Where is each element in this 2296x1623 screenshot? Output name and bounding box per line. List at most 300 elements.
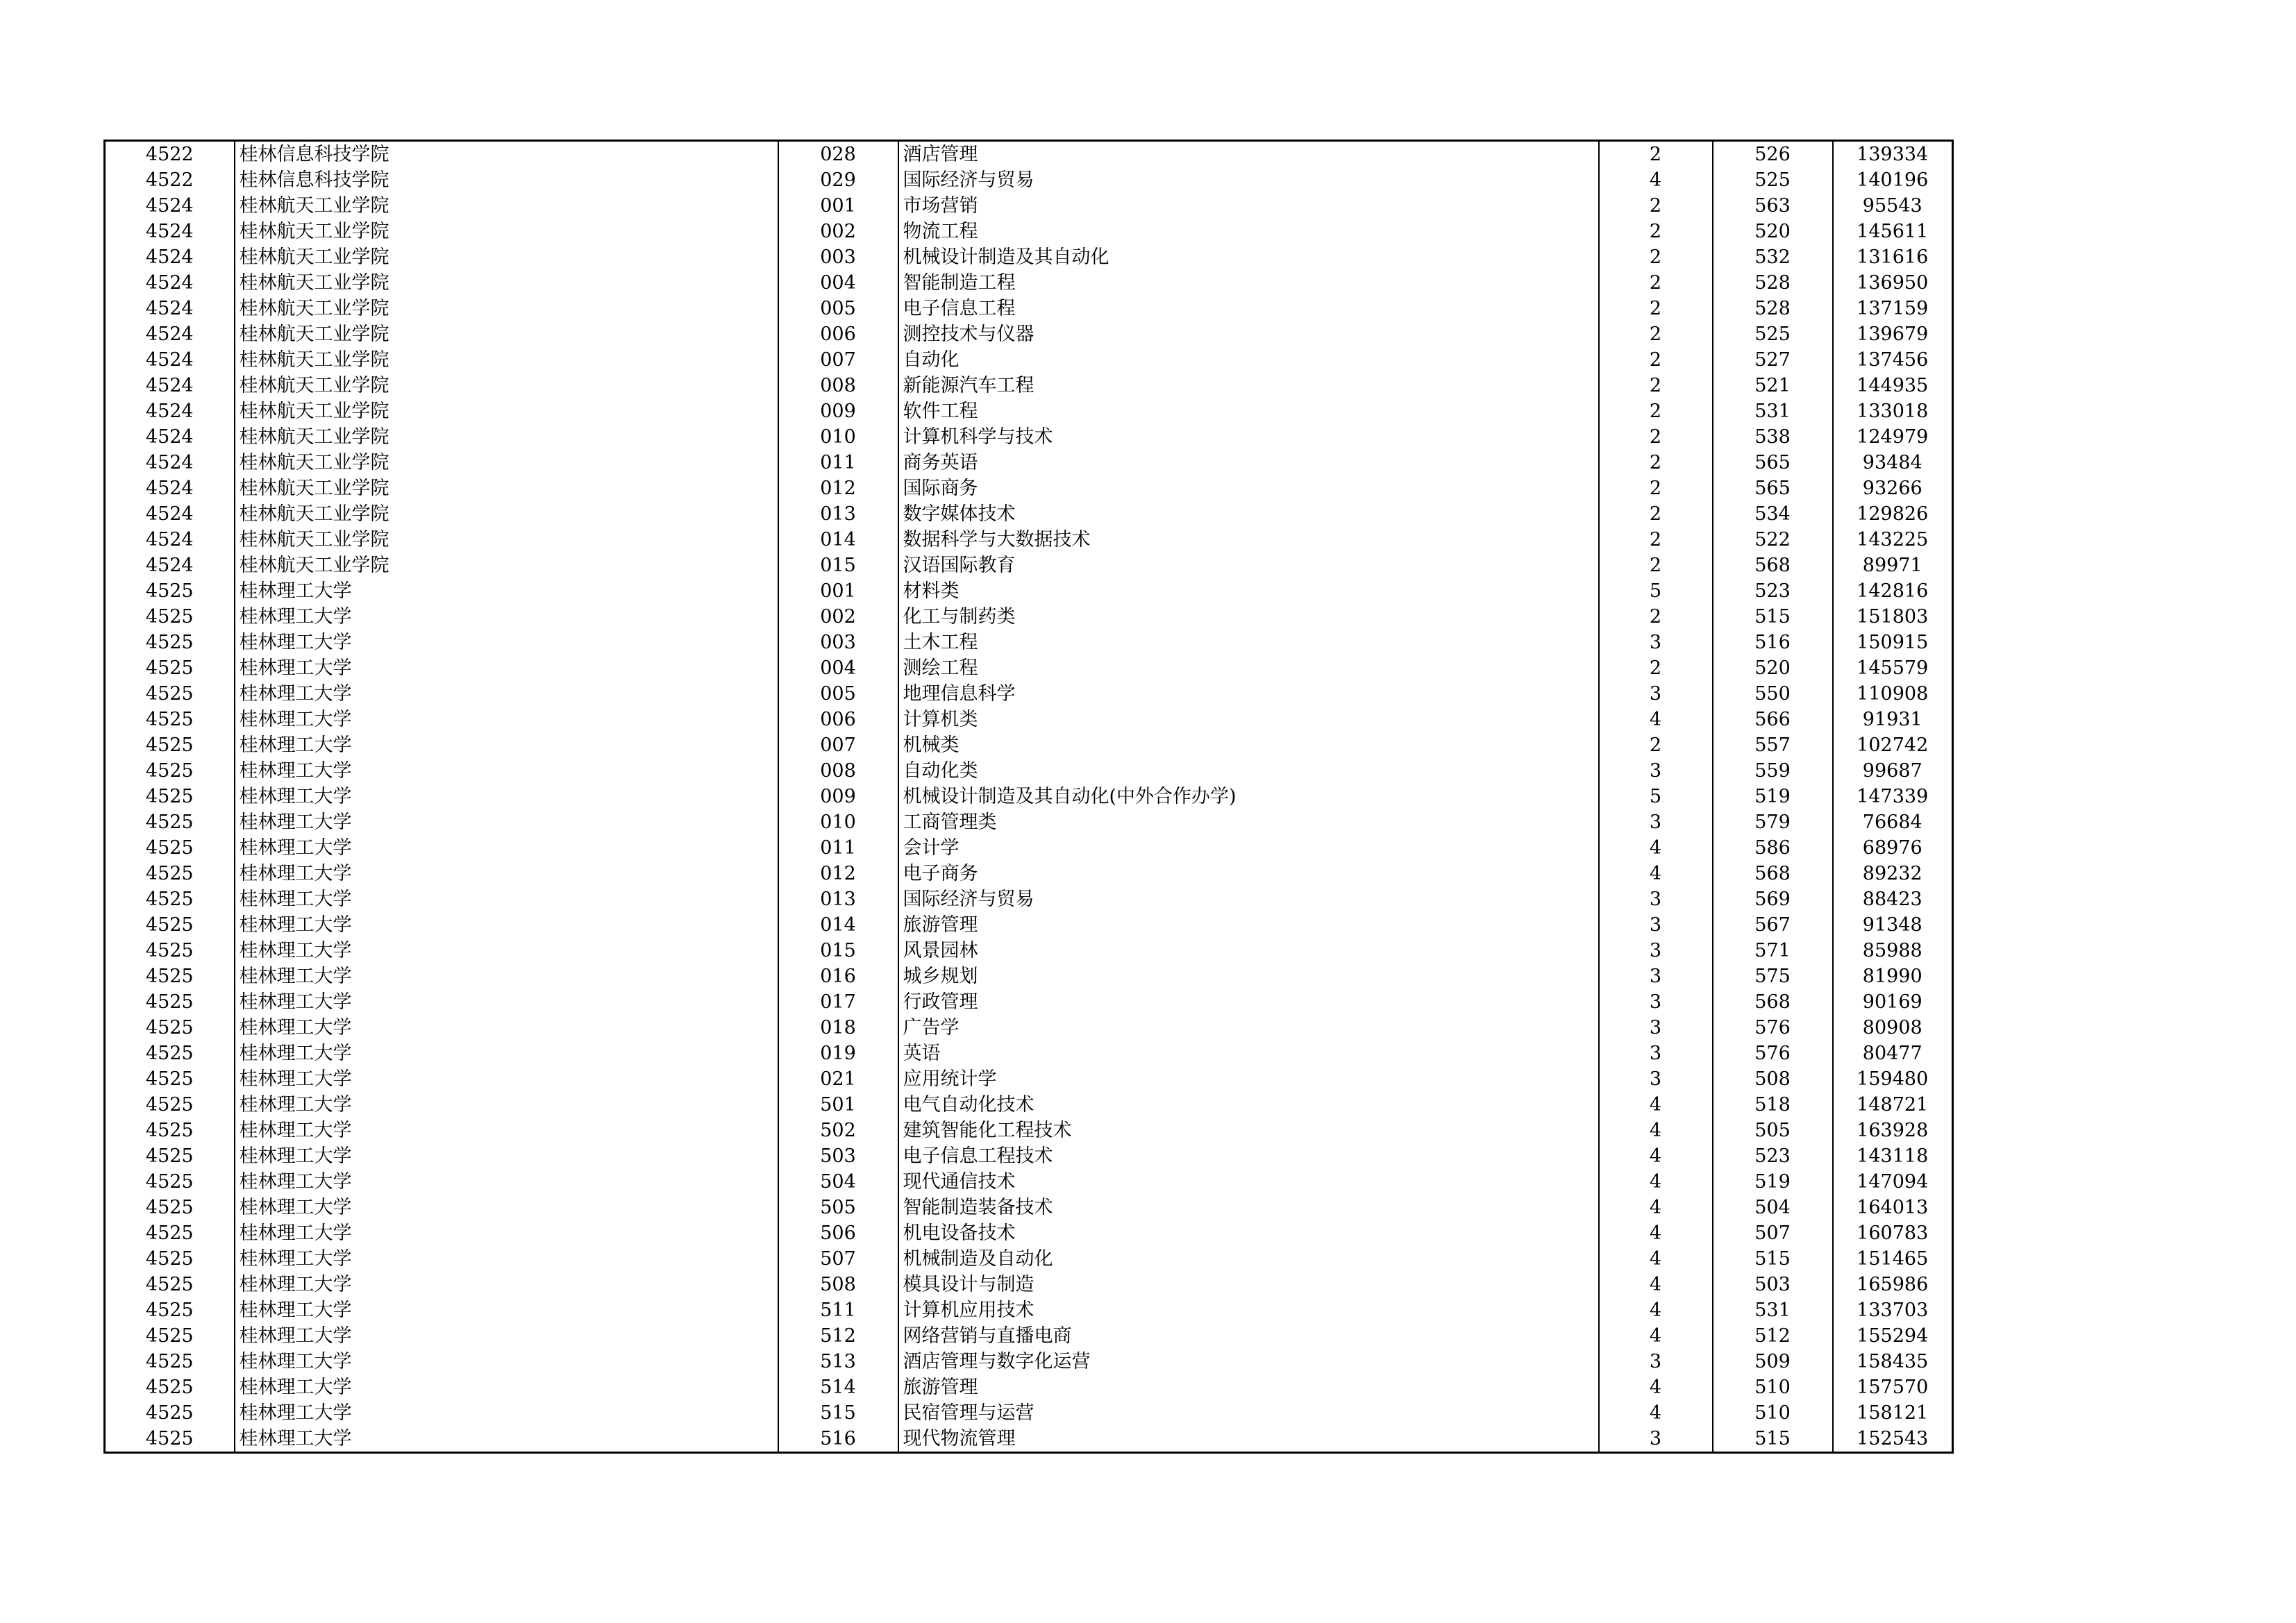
major-code-cell: 007 (778, 347, 898, 373)
school-code-cell: 4525 (105, 1246, 235, 1272)
table-row (105, 1092, 1953, 1118)
plan-count-cell: 2 (1599, 244, 1713, 270)
min-score-cell: 534 (1713, 501, 1833, 527)
school-name-cell: 桂林理工大学 (235, 1220, 778, 1246)
school-name-cell: 桂林理工大学 (235, 758, 778, 784)
table-row (105, 1323, 1953, 1349)
major-code-cell: 009 (778, 398, 898, 424)
school-code-cell: 4525 (105, 1349, 235, 1374)
major-name-cell: 旅游管理 (898, 1374, 1599, 1400)
school-name-cell: 桂林航天工业学院 (235, 244, 778, 270)
plan-count-cell: 2 (1599, 501, 1713, 527)
table-row (105, 1426, 1953, 1453)
min-score-cell: 519 (1713, 1169, 1833, 1195)
major-name-cell: 电子信息工程技术 (898, 1143, 1599, 1169)
major-name-cell: 测绘工程 (898, 655, 1599, 681)
school-code-cell: 4524 (105, 450, 235, 476)
plan-count-cell: 4 (1599, 1220, 1713, 1246)
major-code-cell: 512 (778, 1323, 898, 1349)
school-name-cell: 桂林航天工业学院 (235, 270, 778, 296)
major-code-cell: 003 (778, 630, 898, 655)
plan-count-cell: 3 (1599, 964, 1713, 989)
school-code-cell: 4524 (105, 244, 235, 270)
major-name-cell: 计算机科学与技术 (898, 424, 1599, 450)
major-code-cell: 005 (778, 296, 898, 321)
min-score-cell: 527 (1713, 347, 1833, 373)
table-row (105, 707, 1953, 732)
min-rank-cell: 158435 (1833, 1349, 1953, 1374)
plan-count-cell: 3 (1599, 886, 1713, 912)
plan-count-cell: 2 (1599, 219, 1713, 244)
school-name-cell: 桂林航天工业学院 (235, 296, 778, 321)
plan-count-cell: 3 (1599, 938, 1713, 964)
major-name-cell: 旅游管理 (898, 912, 1599, 938)
min-rank-cell: 81990 (1833, 964, 1953, 989)
min-rank-cell: 88423 (1833, 886, 1953, 912)
min-score-cell: 586 (1713, 835, 1833, 861)
min-rank-cell: 147094 (1833, 1169, 1953, 1195)
school-name-cell: 桂林航天工业学院 (235, 476, 778, 501)
min-rank-cell: 137159 (1833, 296, 1953, 321)
min-score-cell: 510 (1713, 1400, 1833, 1426)
plan-count-cell: 2 (1599, 373, 1713, 398)
min-rank-cell: 133018 (1833, 398, 1953, 424)
plan-count-cell: 2 (1599, 655, 1713, 681)
table-row (105, 1349, 1953, 1374)
min-rank-cell: 95543 (1833, 193, 1953, 219)
table-row (105, 758, 1953, 784)
school-name-cell: 桂林理工大学 (235, 835, 778, 861)
table-row (105, 861, 1953, 886)
table-row (105, 835, 1953, 861)
min-score-cell: 576 (1713, 1015, 1833, 1041)
table-row (105, 1066, 1953, 1092)
table-body (105, 141, 1953, 1453)
school-code-cell: 4524 (105, 527, 235, 553)
major-name-cell: 数字媒体技术 (898, 501, 1599, 527)
table-row (105, 1246, 1953, 1272)
major-code-cell: 014 (778, 527, 898, 553)
school-name-cell: 桂林航天工业学院 (235, 398, 778, 424)
school-name-cell: 桂林理工大学 (235, 1272, 778, 1297)
plan-count-cell: 2 (1599, 424, 1713, 450)
plan-count-cell: 3 (1599, 681, 1713, 707)
min-rank-cell: 89971 (1833, 553, 1953, 578)
min-score-cell: 507 (1713, 1220, 1833, 1246)
min-rank-cell: 160783 (1833, 1220, 1953, 1246)
plan-count-cell: 4 (1599, 1400, 1713, 1426)
plan-count-cell: 2 (1599, 270, 1713, 296)
school-name-cell: 桂林理工大学 (235, 604, 778, 630)
plan-count-cell: 2 (1599, 732, 1713, 758)
school-code-cell: 4525 (105, 1092, 235, 1118)
major-code-cell: 503 (778, 1143, 898, 1169)
table-row (105, 347, 1953, 373)
major-code-cell: 006 (778, 321, 898, 347)
school-name-cell: 桂林理工大学 (235, 732, 778, 758)
min-score-cell: 528 (1713, 296, 1833, 321)
min-score-cell: 566 (1713, 707, 1833, 732)
school-name-cell: 桂林航天工业学院 (235, 527, 778, 553)
school-code-cell: 4525 (105, 1426, 235, 1453)
school-code-cell: 4525 (105, 1118, 235, 1143)
min-score-cell: 568 (1713, 861, 1833, 886)
school-code-cell: 4524 (105, 501, 235, 527)
table-row (105, 681, 1953, 707)
plan-count-cell: 2 (1599, 604, 1713, 630)
major-name-cell: 国际经济与贸易 (898, 886, 1599, 912)
min-score-cell: 522 (1713, 527, 1833, 553)
major-code-cell: 008 (778, 758, 898, 784)
major-code-cell: 010 (778, 809, 898, 835)
major-code-cell: 505 (778, 1195, 898, 1220)
school-code-cell: 4525 (105, 1374, 235, 1400)
school-name-cell: 桂林理工大学 (235, 1092, 778, 1118)
plan-count-cell: 4 (1599, 707, 1713, 732)
school-name-cell: 桂林理工大学 (235, 1118, 778, 1143)
table-row (105, 964, 1953, 989)
major-name-cell: 市场营销 (898, 193, 1599, 219)
school-code-cell: 4525 (105, 1169, 235, 1195)
major-code-cell: 011 (778, 835, 898, 861)
major-code-cell: 506 (778, 1220, 898, 1246)
school-code-cell: 4524 (105, 219, 235, 244)
min-score-cell: 518 (1713, 1092, 1833, 1118)
major-code-cell: 007 (778, 732, 898, 758)
min-score-cell: 520 (1713, 655, 1833, 681)
min-score-cell: 525 (1713, 167, 1833, 193)
school-name-cell: 桂林理工大学 (235, 1349, 778, 1374)
school-code-cell: 4524 (105, 553, 235, 578)
table-row (105, 476, 1953, 501)
min-rank-cell: 124979 (1833, 424, 1953, 450)
major-code-cell: 013 (778, 501, 898, 527)
school-code-cell: 4525 (105, 912, 235, 938)
min-score-cell: 575 (1713, 964, 1833, 989)
major-code-cell: 001 (778, 578, 898, 604)
plan-count-cell: 2 (1599, 527, 1713, 553)
plan-count-cell: 2 (1599, 321, 1713, 347)
plan-count-cell: 3 (1599, 912, 1713, 938)
school-code-cell: 4525 (105, 989, 235, 1015)
school-name-cell: 桂林理工大学 (235, 938, 778, 964)
major-code-cell: 009 (778, 784, 898, 809)
plan-count-cell: 2 (1599, 553, 1713, 578)
major-code-cell: 012 (778, 476, 898, 501)
min-score-cell: 528 (1713, 270, 1833, 296)
min-rank-cell: 110908 (1833, 681, 1953, 707)
table-row (105, 732, 1953, 758)
school-code-cell: 4524 (105, 476, 235, 501)
major-code-cell: 514 (778, 1374, 898, 1400)
major-name-cell: 民宿管理与运营 (898, 1400, 1599, 1426)
min-rank-cell: 159480 (1833, 1066, 1953, 1092)
major-code-cell: 511 (778, 1297, 898, 1323)
major-name-cell: 材料类 (898, 578, 1599, 604)
table-row (105, 167, 1953, 193)
table-row (105, 578, 1953, 604)
plan-count-cell: 4 (1599, 1195, 1713, 1220)
major-code-cell: 016 (778, 964, 898, 989)
table-row (105, 553, 1953, 578)
plan-count-cell: 2 (1599, 193, 1713, 219)
school-code-cell: 4525 (105, 732, 235, 758)
min-rank-cell: 148721 (1833, 1092, 1953, 1118)
major-code-cell: 018 (778, 1015, 898, 1041)
school-code-cell: 4525 (105, 707, 235, 732)
min-score-cell: 519 (1713, 784, 1833, 809)
school-code-cell: 4524 (105, 373, 235, 398)
table-row (105, 1169, 1953, 1195)
plan-count-cell: 4 (1599, 1323, 1713, 1349)
table-row (105, 296, 1953, 321)
min-rank-cell: 144935 (1833, 373, 1953, 398)
major-name-cell: 自动化 (898, 347, 1599, 373)
plan-count-cell: 4 (1599, 1297, 1713, 1323)
school-code-cell: 4525 (105, 1195, 235, 1220)
min-rank-cell: 145579 (1833, 655, 1953, 681)
min-score-cell: 565 (1713, 476, 1833, 501)
major-code-cell: 017 (778, 989, 898, 1015)
min-rank-cell: 142816 (1833, 578, 1953, 604)
major-code-cell: 006 (778, 707, 898, 732)
major-name-cell: 建筑智能化工程技术 (898, 1118, 1599, 1143)
min-rank-cell: 90169 (1833, 989, 1953, 1015)
major-name-cell: 地理信息科学 (898, 681, 1599, 707)
school-code-cell: 4525 (105, 1143, 235, 1169)
table-row (105, 784, 1953, 809)
major-code-cell: 028 (778, 141, 898, 168)
plan-count-cell: 5 (1599, 578, 1713, 604)
school-code-cell: 4525 (105, 630, 235, 655)
school-name-cell: 桂林信息科技学院 (235, 167, 778, 193)
table-row (105, 424, 1953, 450)
min-score-cell: 550 (1713, 681, 1833, 707)
plan-count-cell: 2 (1599, 398, 1713, 424)
min-rank-cell: 133703 (1833, 1297, 1953, 1323)
table-row (105, 809, 1953, 835)
min-rank-cell: 89232 (1833, 861, 1953, 886)
school-name-cell: 桂林理工大学 (235, 1066, 778, 1092)
major-name-cell: 化工与制药类 (898, 604, 1599, 630)
school-name-cell: 桂林理工大学 (235, 1374, 778, 1400)
major-name-cell: 商务英语 (898, 450, 1599, 476)
major-name-cell: 电子商务 (898, 861, 1599, 886)
major-name-cell: 机械制造及自动化 (898, 1246, 1599, 1272)
min-rank-cell: 131616 (1833, 244, 1953, 270)
major-code-cell: 012 (778, 861, 898, 886)
major-name-cell: 会计学 (898, 835, 1599, 861)
school-name-cell: 桂林理工大学 (235, 655, 778, 681)
min-score-cell: 520 (1713, 219, 1833, 244)
school-name-cell: 桂林理工大学 (235, 1297, 778, 1323)
min-rank-cell: 158121 (1833, 1400, 1953, 1426)
school-code-cell: 4525 (105, 681, 235, 707)
school-name-cell: 桂林航天工业学院 (235, 450, 778, 476)
major-name-cell: 机电设备技术 (898, 1220, 1599, 1246)
school-name-cell: 桂林理工大学 (235, 989, 778, 1015)
plan-count-cell: 4 (1599, 167, 1713, 193)
min-score-cell: 521 (1713, 373, 1833, 398)
table-row (105, 321, 1953, 347)
plan-count-cell: 3 (1599, 1015, 1713, 1041)
school-name-cell: 桂林理工大学 (235, 681, 778, 707)
major-name-cell: 应用统计学 (898, 1066, 1599, 1092)
min-score-cell: 516 (1713, 630, 1833, 655)
plan-count-cell: 3 (1599, 630, 1713, 655)
school-code-cell: 4525 (105, 1272, 235, 1297)
table-row (105, 655, 1953, 681)
major-name-cell: 工商管理类 (898, 809, 1599, 835)
school-name-cell: 桂林航天工业学院 (235, 321, 778, 347)
major-code-cell: 010 (778, 424, 898, 450)
min-score-cell: 563 (1713, 193, 1833, 219)
major-name-cell: 机械设计制造及其自动化 (898, 244, 1599, 270)
min-rank-cell: 102742 (1833, 732, 1953, 758)
school-name-cell: 桂林航天工业学院 (235, 347, 778, 373)
table-row (105, 604, 1953, 630)
min-score-cell: 505 (1713, 1118, 1833, 1143)
min-rank-cell: 150915 (1833, 630, 1953, 655)
school-code-cell: 4525 (105, 964, 235, 989)
min-score-cell: 526 (1713, 141, 1833, 168)
plan-count-cell: 3 (1599, 1426, 1713, 1453)
table-row (105, 450, 1953, 476)
major-name-cell: 城乡规划 (898, 964, 1599, 989)
min-rank-cell: 93266 (1833, 476, 1953, 501)
min-rank-cell: 80477 (1833, 1041, 1953, 1066)
plan-count-cell: 5 (1599, 784, 1713, 809)
table-row (105, 193, 1953, 219)
min-rank-cell: 68976 (1833, 835, 1953, 861)
school-code-cell: 4522 (105, 141, 235, 168)
major-name-cell: 物流工程 (898, 219, 1599, 244)
min-score-cell: 571 (1713, 938, 1833, 964)
table-row (105, 1041, 1953, 1066)
major-name-cell: 网络营销与直播电商 (898, 1323, 1599, 1349)
major-name-cell: 电气自动化技术 (898, 1092, 1599, 1118)
major-name-cell: 现代物流管理 (898, 1426, 1599, 1453)
major-name-cell: 酒店管理 (898, 141, 1599, 168)
min-score-cell: 523 (1713, 578, 1833, 604)
school-name-cell: 桂林理工大学 (235, 1015, 778, 1041)
school-code-cell: 4525 (105, 938, 235, 964)
school-name-cell: 桂林理工大学 (235, 1041, 778, 1066)
major-code-cell: 015 (778, 938, 898, 964)
min-rank-cell: 165986 (1833, 1272, 1953, 1297)
major-code-cell: 516 (778, 1426, 898, 1453)
major-name-cell: 国际商务 (898, 476, 1599, 501)
school-name-cell: 桂林理工大学 (235, 912, 778, 938)
major-name-cell: 测控技术与仪器 (898, 321, 1599, 347)
school-name-cell: 桂林航天工业学院 (235, 219, 778, 244)
major-name-cell: 土木工程 (898, 630, 1599, 655)
plan-count-cell: 2 (1599, 296, 1713, 321)
school-code-cell: 4525 (105, 1066, 235, 1092)
major-code-cell: 008 (778, 373, 898, 398)
min-rank-cell: 129826 (1833, 501, 1953, 527)
min-rank-cell: 136950 (1833, 270, 1953, 296)
school-code-cell: 4525 (105, 835, 235, 861)
major-name-cell: 数据科学与大数据技术 (898, 527, 1599, 553)
school-name-cell: 桂林航天工业学院 (235, 501, 778, 527)
major-name-cell: 计算机应用技术 (898, 1297, 1599, 1323)
min-rank-cell: 85988 (1833, 938, 1953, 964)
major-name-cell: 模具设计与制造 (898, 1272, 1599, 1297)
min-rank-cell: 80908 (1833, 1015, 1953, 1041)
school-name-cell: 桂林理工大学 (235, 578, 778, 604)
school-code-cell: 4525 (105, 758, 235, 784)
major-code-cell: 508 (778, 1272, 898, 1297)
min-rank-cell: 91348 (1833, 912, 1953, 938)
table-row (105, 270, 1953, 296)
table-row (105, 1400, 1953, 1426)
major-name-cell: 智能制造装备技术 (898, 1195, 1599, 1220)
min-rank-cell: 140196 (1833, 167, 1953, 193)
min-rank-cell: 152543 (1833, 1426, 1953, 1453)
major-name-cell: 国际经济与贸易 (898, 167, 1599, 193)
school-code-cell: 4525 (105, 861, 235, 886)
min-score-cell: 509 (1713, 1349, 1833, 1374)
school-name-cell: 桂林航天工业学院 (235, 193, 778, 219)
plan-count-cell: 4 (1599, 1169, 1713, 1195)
table-row (105, 1118, 1953, 1143)
min-score-cell: 569 (1713, 886, 1833, 912)
plan-count-cell: 2 (1599, 476, 1713, 501)
plan-count-cell: 4 (1599, 1246, 1713, 1272)
major-code-cell: 021 (778, 1066, 898, 1092)
school-code-cell: 4525 (105, 1015, 235, 1041)
table-row (105, 1297, 1953, 1323)
school-code-cell: 4524 (105, 193, 235, 219)
min-rank-cell: 99687 (1833, 758, 1953, 784)
major-name-cell: 机械设计制造及其自动化(中外合作办学) (898, 784, 1599, 809)
major-code-cell: 004 (778, 655, 898, 681)
major-name-cell: 智能制造工程 (898, 270, 1599, 296)
table-row (105, 1015, 1953, 1041)
major-name-cell: 风景园林 (898, 938, 1599, 964)
plan-count-cell: 4 (1599, 1374, 1713, 1400)
school-name-cell: 桂林理工大学 (235, 784, 778, 809)
school-name-cell: 桂林理工大学 (235, 707, 778, 732)
major-name-cell: 自动化类 (898, 758, 1599, 784)
min-score-cell: 525 (1713, 321, 1833, 347)
major-code-cell: 011 (778, 450, 898, 476)
major-code-cell: 004 (778, 270, 898, 296)
school-name-cell: 桂林航天工业学院 (235, 553, 778, 578)
min-score-cell: 576 (1713, 1041, 1833, 1066)
plan-count-cell: 3 (1599, 1066, 1713, 1092)
major-code-cell: 513 (778, 1349, 898, 1374)
table-row (105, 1195, 1953, 1220)
school-name-cell: 桂林理工大学 (235, 886, 778, 912)
major-code-cell: 002 (778, 219, 898, 244)
plan-count-cell: 3 (1599, 989, 1713, 1015)
major-code-cell: 504 (778, 1169, 898, 1195)
major-name-cell: 机械类 (898, 732, 1599, 758)
table-row (105, 1374, 1953, 1400)
min-rank-cell: 91931 (1833, 707, 1953, 732)
major-code-cell: 001 (778, 193, 898, 219)
min-score-cell: 532 (1713, 244, 1833, 270)
table-row (105, 1220, 1953, 1246)
min-score-cell: 538 (1713, 424, 1833, 450)
plan-count-cell: 2 (1599, 450, 1713, 476)
school-name-cell: 桂林信息科技学院 (235, 141, 778, 168)
major-name-cell: 新能源汽车工程 (898, 373, 1599, 398)
school-code-cell: 4524 (105, 424, 235, 450)
school-name-cell: 桂林理工大学 (235, 809, 778, 835)
